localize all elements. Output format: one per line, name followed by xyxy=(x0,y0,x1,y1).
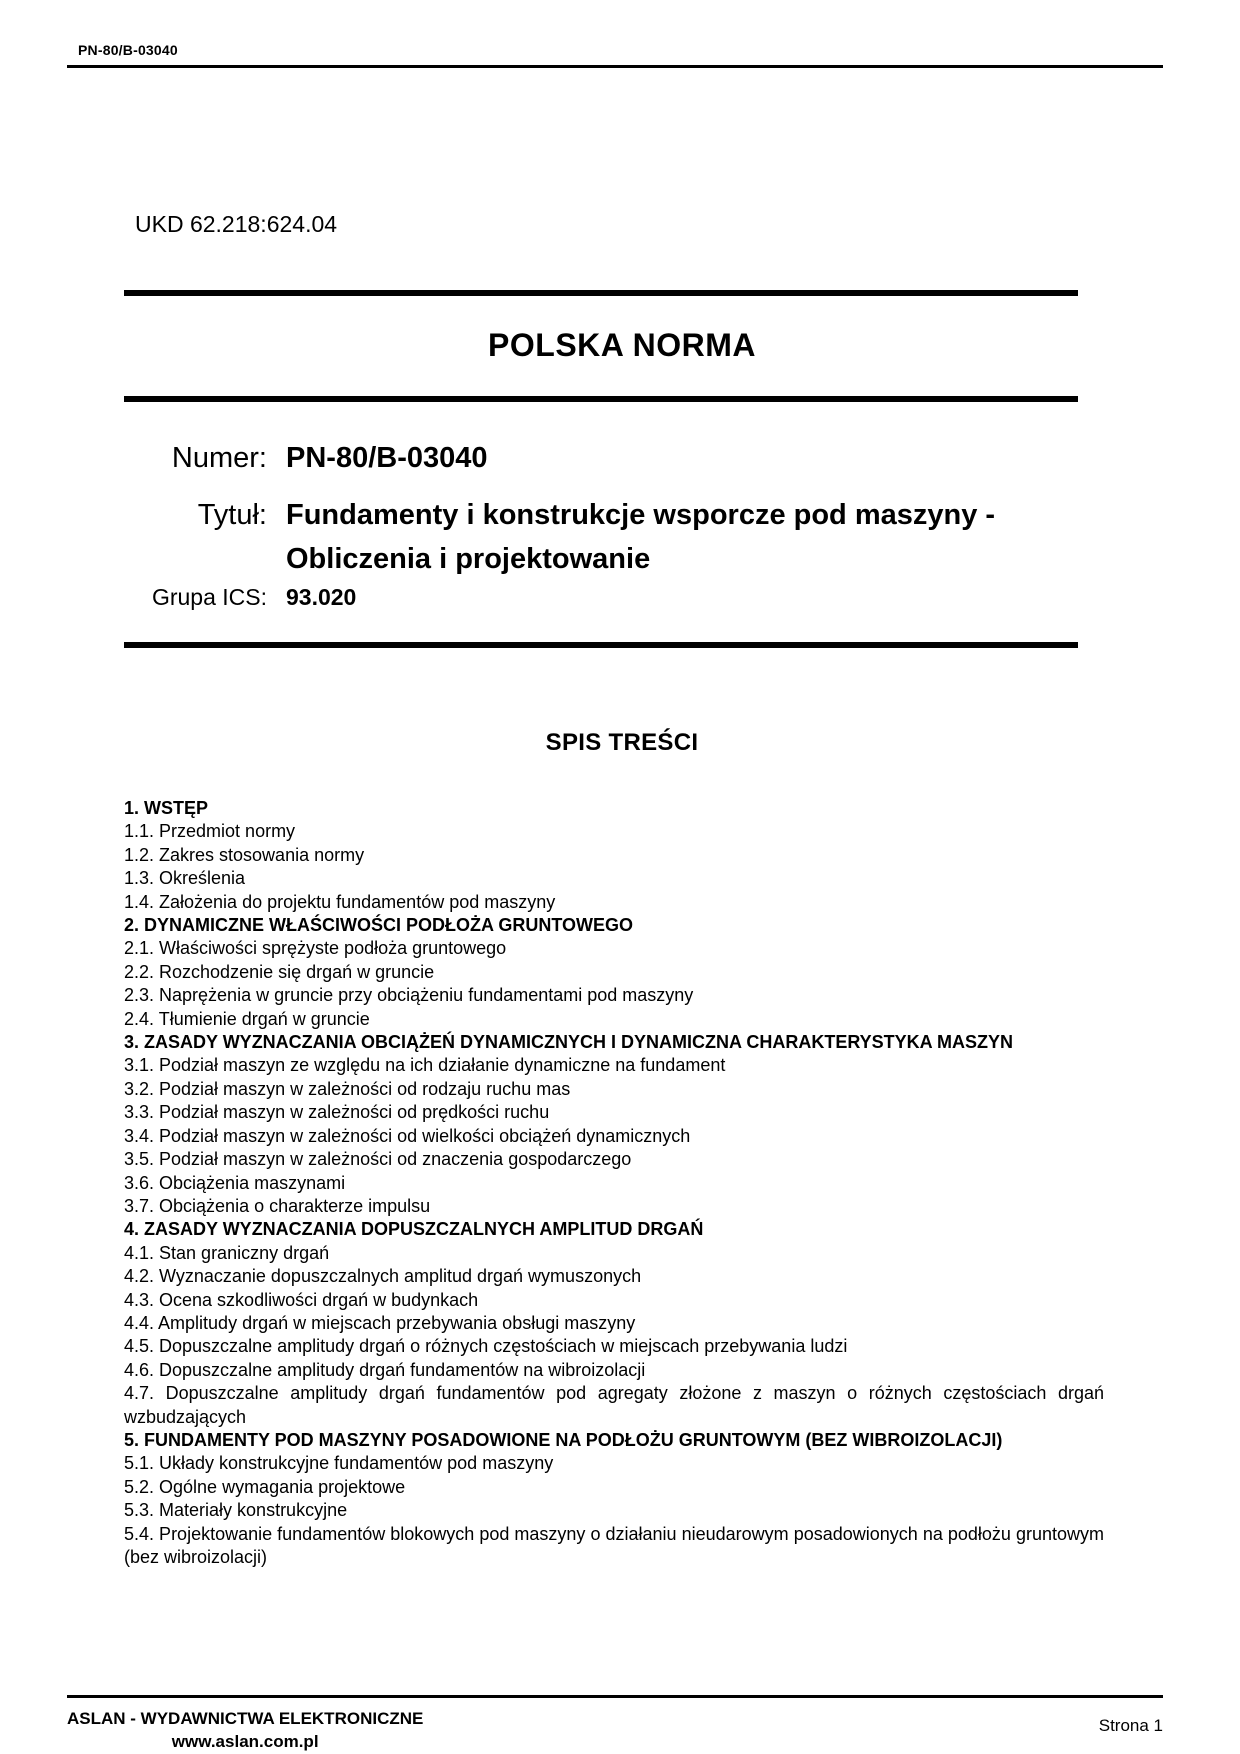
toc-entry: 3.5. Podział maszyn w zależności od znaczenia gospodarczego xyxy=(124,1149,632,1170)
number-value: PN-80/B-03040 xyxy=(286,442,488,474)
toc-section-heading: 4. ZASADY WYZNACZANIA DOPUSZCZALNYCH AMPLITUD DRGAŃ xyxy=(124,1219,704,1240)
toc-entry: 5.2. Ogólne wymagania projektowe xyxy=(124,1476,406,1497)
toc-entry: 2.1. Właściwości sprężyste podłoża gruntowego xyxy=(124,938,507,959)
banner-bottom-rule xyxy=(124,396,1078,402)
toc-entry: 1.1. Przedmiot normy xyxy=(124,821,296,842)
toc-entry: 2.2. Rozchodzenie się drgań w gruncie xyxy=(124,961,435,982)
toc-entry: 3.1. Podział maszyn ze względu na ich działanie dynamiczne na fundament xyxy=(124,1055,726,1076)
ics-group-label: Grupa ICS: xyxy=(151,584,267,610)
toc-entry: 5.3. Materiały konstrukcyjne xyxy=(124,1500,348,1521)
footer-page-number: Strona 1 xyxy=(1098,1716,1163,1735)
toc-entry: 1.4. Założenia do projektu fundamentów pod maszyny xyxy=(124,891,556,912)
toc-entry: 5.4. Projektowanie fundamentów blokowych pod maszyny o działaniu nieudarowym posadowionych na podłożu gruntowym (bez wibroizolacji) xyxy=(124,1523,1104,1567)
toc-entry: 4.4. Amplitudy drgań w miejscach przebywania obsługi maszyny xyxy=(124,1312,636,1333)
toc-entry: 3.2. Podział maszyn w zależności od rodzaju ruchu mas xyxy=(124,1078,571,1099)
udk-classification: UKD 62.218:624.04 xyxy=(135,211,338,237)
footer-divider-rule xyxy=(67,1695,1163,1698)
header-divider-rule xyxy=(67,65,1163,68)
ics-group-value: 93.020 xyxy=(286,584,357,610)
title-label: Tytuł: xyxy=(197,499,267,531)
toc-entry: 4.6. Dopuszczalne amplitudy drgań fundamentów na wibroizolacji xyxy=(124,1359,646,1380)
footer-publisher-website: www.aslan.com.pl xyxy=(171,1732,319,1751)
toc-entry: 3.6. Obciążenia maszynami xyxy=(124,1172,346,1193)
toc-entry: 4.7. Dopuszczalne amplitudy drgań fundamentów pod agregaty złożone z maszyn o różnych częstościach drgań wzbudzających xyxy=(124,1383,1104,1427)
toc-entry: 2.3. Naprężenia w gruncie przy obciążeniu fundamentami pod maszyny xyxy=(124,985,694,1006)
toc-entry: 3.3. Podział maszyn w zależności od prędkości ruchu xyxy=(124,1102,550,1123)
toc-entry: 4.1. Stan graniczny drgań xyxy=(124,1242,330,1263)
footer-publisher-block xyxy=(67,1707,423,1753)
toc-entry: 4.3. Ocena szkodliwości drgań w budynkach xyxy=(124,1289,479,1310)
toc-section-heading: 2. DYNAMICZNE WŁAŚCIWOŚCI PODŁOŻA GRUNTOWEGO xyxy=(124,915,633,936)
toc-entry: 3.7. Obciążenia o charakterze impulsu xyxy=(124,1195,431,1216)
meta-row-title xyxy=(70,494,1031,581)
toc-entry: 5.1. Układy konstrukcyjne fundamentów pod maszyny xyxy=(124,1453,554,1474)
toc-entry: 3.4. Podział maszyn w zależności od wielkości obciążeń dynamicznych xyxy=(124,1125,691,1146)
title-value: Fundamenty i konstrukcje wsporcze pod maszyny - Obliczenia i projektowanie xyxy=(286,499,996,575)
toc-entry: 4.2. Wyznaczanie dopuszczalnych amplitud drgań wymuszonych xyxy=(124,1266,642,1287)
banner-top-rule xyxy=(124,290,1078,296)
meta-bottom-rule xyxy=(124,642,1078,648)
toc-section-heading: 5. FUNDAMENTY POD MASZYNY POSADOWIONE NA PODŁOŻU GRUNTOWYM (BEZ WIBROIZOLACJI) xyxy=(124,1429,1003,1450)
toc-list xyxy=(124,797,1104,1569)
page-header-doc-number: PN-80/B-03040 xyxy=(78,42,178,58)
toc-heading: SPIS TREŚCI xyxy=(545,729,699,756)
toc-section-heading: 1. WSTĘP xyxy=(124,798,209,818)
standard-banner-title: POLSKA NORMA xyxy=(488,327,756,363)
meta-row-ics xyxy=(70,581,356,613)
toc-entry: 2.4. Tłumienie drgań w gruncie xyxy=(124,1008,370,1029)
footer-publisher-name: ASLAN - WYDAWNICTWA ELEKTRONICZNE xyxy=(67,1709,424,1728)
toc-entry: 1.3. Określenia xyxy=(124,868,246,889)
number-label: Numer: xyxy=(171,442,267,474)
toc-entry: 4.5. Dopuszczalne amplitudy drgań o różnych częstościach w miejscach przebywania ludzi xyxy=(124,1336,848,1357)
toc-entry: 1.2. Zakres stosowania normy xyxy=(124,844,365,865)
toc-section-heading: 3. ZASADY WYZNACZANIA OBCIĄŻEŃ DYNAMICZNYCH I DYNAMICZNA CHARAKTERYSTYKA MASZYN xyxy=(124,1032,1013,1053)
meta-row-number xyxy=(70,437,488,481)
